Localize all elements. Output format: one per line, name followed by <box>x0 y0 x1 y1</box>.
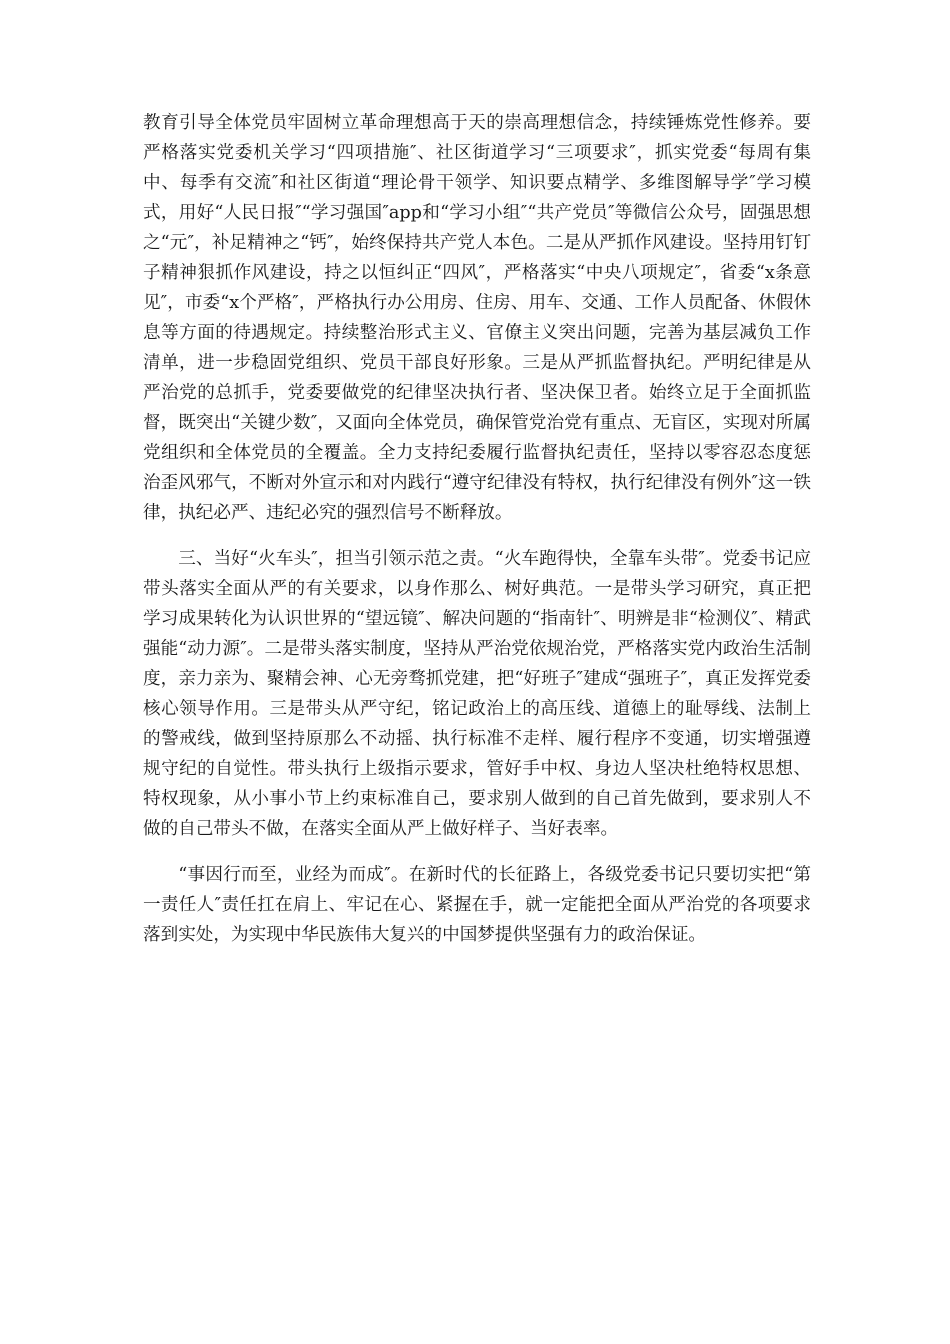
paragraph-conclusion: “事因行而至，业经为而成″。在新时代的长征路上，各级党委书记只要切实把“第一责任人″责任扛在肩上、牢记在心、紧握在手，就一定能把全面从严治党的各项要求落到实处，为实现中华民族伟大复兴的中国梦提供坚强有力的政治保证。 <box>143 865 811 945</box>
paragraph-continued: 教育引导全体党员牢固树立革命理想高于天的崇高理想信念，持续锤炼党性修养。要严格落实党委机关学习“四项措施″、社区街道学习“三项要求″，抓实党委“每周有集中、每季有交流″和社区街道“理论骨干领学、知识要点精学、多维图解导学″学习模式，用好“人民日报″“学习强国″app和“学习小组″“共产党员″等微信公众号，固强思想之“元″，补足精神之“钙″，始终保持共产党人本色。二是从严抓作风建设。坚持用钉钉子精神狠抓作风建设，持之以恒纠正“四风″，严格落实“中央八项规定″，省委“x条意见″，市委“x个严格″，严格执行办公用房、住房、用车、交通、工作人员配备、休假休息等方面的待遇规定。持续整治形式主义、官僚主义突出问题，完善为基层减负工作清单，进一步稳固党组织、党员干部良好形象。三是从严抓监督执纪。严明纪律是从严治党的总抓手，党委要做党的纪律坚决执行者、坚决保卫者。始终立足于全面抓监督，既突出“关键少数″，又面向全体党员，确保管党治党有重点、无盲区，实现对所属党组织和全体党员的全覆盖。全力支持纪委履行监督执纪责任，坚持以零容忍态度惩治歪风邪气，不断对外宣示和对内践行“遵守纪律没有特权，执行纪律没有例外″这一铁律，执纪必严、违纪必究的强烈信号不断释放。 <box>143 113 811 523</box>
document-body <box>143 108 811 950</box>
paragraph-section-three: 三、当好“火车头″，担当引领示范之责。“火车跑得快，全靠车头带″。党委书记应带头落实全面从严的有关要求，以身作那么、树好典范。一是带头学习研究，真正把学习成果转化为认识世界的“望远镜″、解决问题的“指南针″、明辨是非“检测仪″、精武强能“动力源″。二是带头落实制度，坚持从严治党依规治党，严格落实党内政治生活制度，亲力亲为、聚精会神、心无旁骛抓党建，把“好班子″建成“强班子″，真正发挥党委核心领导作用。三是带头从严守纪，铭记政治上的高压线、道德上的耻辱线、法制上的警戒线，做到坚持原那么不动摇、执行标准不走样、履行程序不变通，切实增强遵规守纪的自觉性。带头执行上级指示要求，管好手中权、身边人坚决杜绝特权思想、特权现象，从小事小节上约束标准自己，要求别人做到的自己首先做到，要求别人不做的自己带头不做，在落实全面从严上做好样子、当好表率。 <box>143 549 811 839</box>
